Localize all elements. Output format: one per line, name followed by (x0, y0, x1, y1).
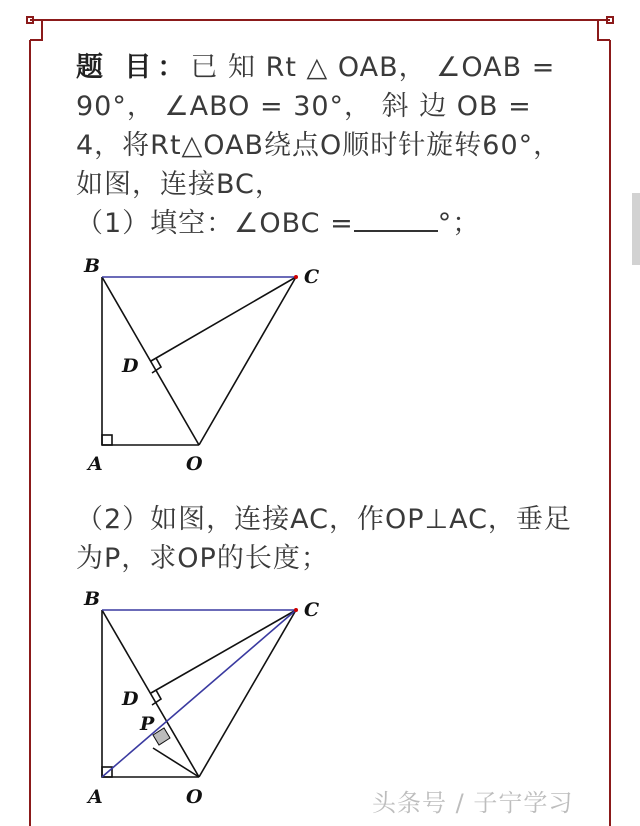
fig2-label-A: A (88, 786, 103, 808)
answer-blank (354, 208, 438, 232)
fig1-label-B: B (84, 255, 101, 277)
fig2-label-D: D (122, 688, 139, 710)
problem-text: 已 知 Rt △ OAB， ∠OAB = 90°， ∠ABO = 30°， 斜 边 OB = 4，将Rt△OAB绕点O顺时针旋转60°，如图，连接BC， (76, 52, 562, 200)
question-2: （2）如图，连接AC，作OP⊥AC，垂足为P，求OP的长度； (76, 504, 572, 574)
question-1-prefix: （1）填空：∠OBC = (76, 208, 354, 239)
problem-statement (76, 48, 576, 204)
fig2-label-B: B (84, 588, 101, 610)
question-1 (76, 204, 480, 243)
figure-1 (80, 250, 340, 480)
watermark: 头条号 / 子宁学习 (372, 789, 574, 817)
scrollbar[interactable] (632, 193, 640, 265)
fig2-label-P: P (140, 713, 155, 735)
problem-label: 题 目： (76, 52, 191, 83)
fig2-label-C: C (304, 599, 320, 621)
fig1-label-D: D (122, 355, 139, 377)
fig1-label-C: C (304, 266, 320, 288)
fig1-label-A: A (88, 453, 103, 475)
fig1-label-O: O (186, 453, 203, 475)
figure-2 (80, 585, 340, 815)
question-1-suffix: °； (437, 208, 481, 239)
fig2-label-O: O (186, 786, 203, 808)
